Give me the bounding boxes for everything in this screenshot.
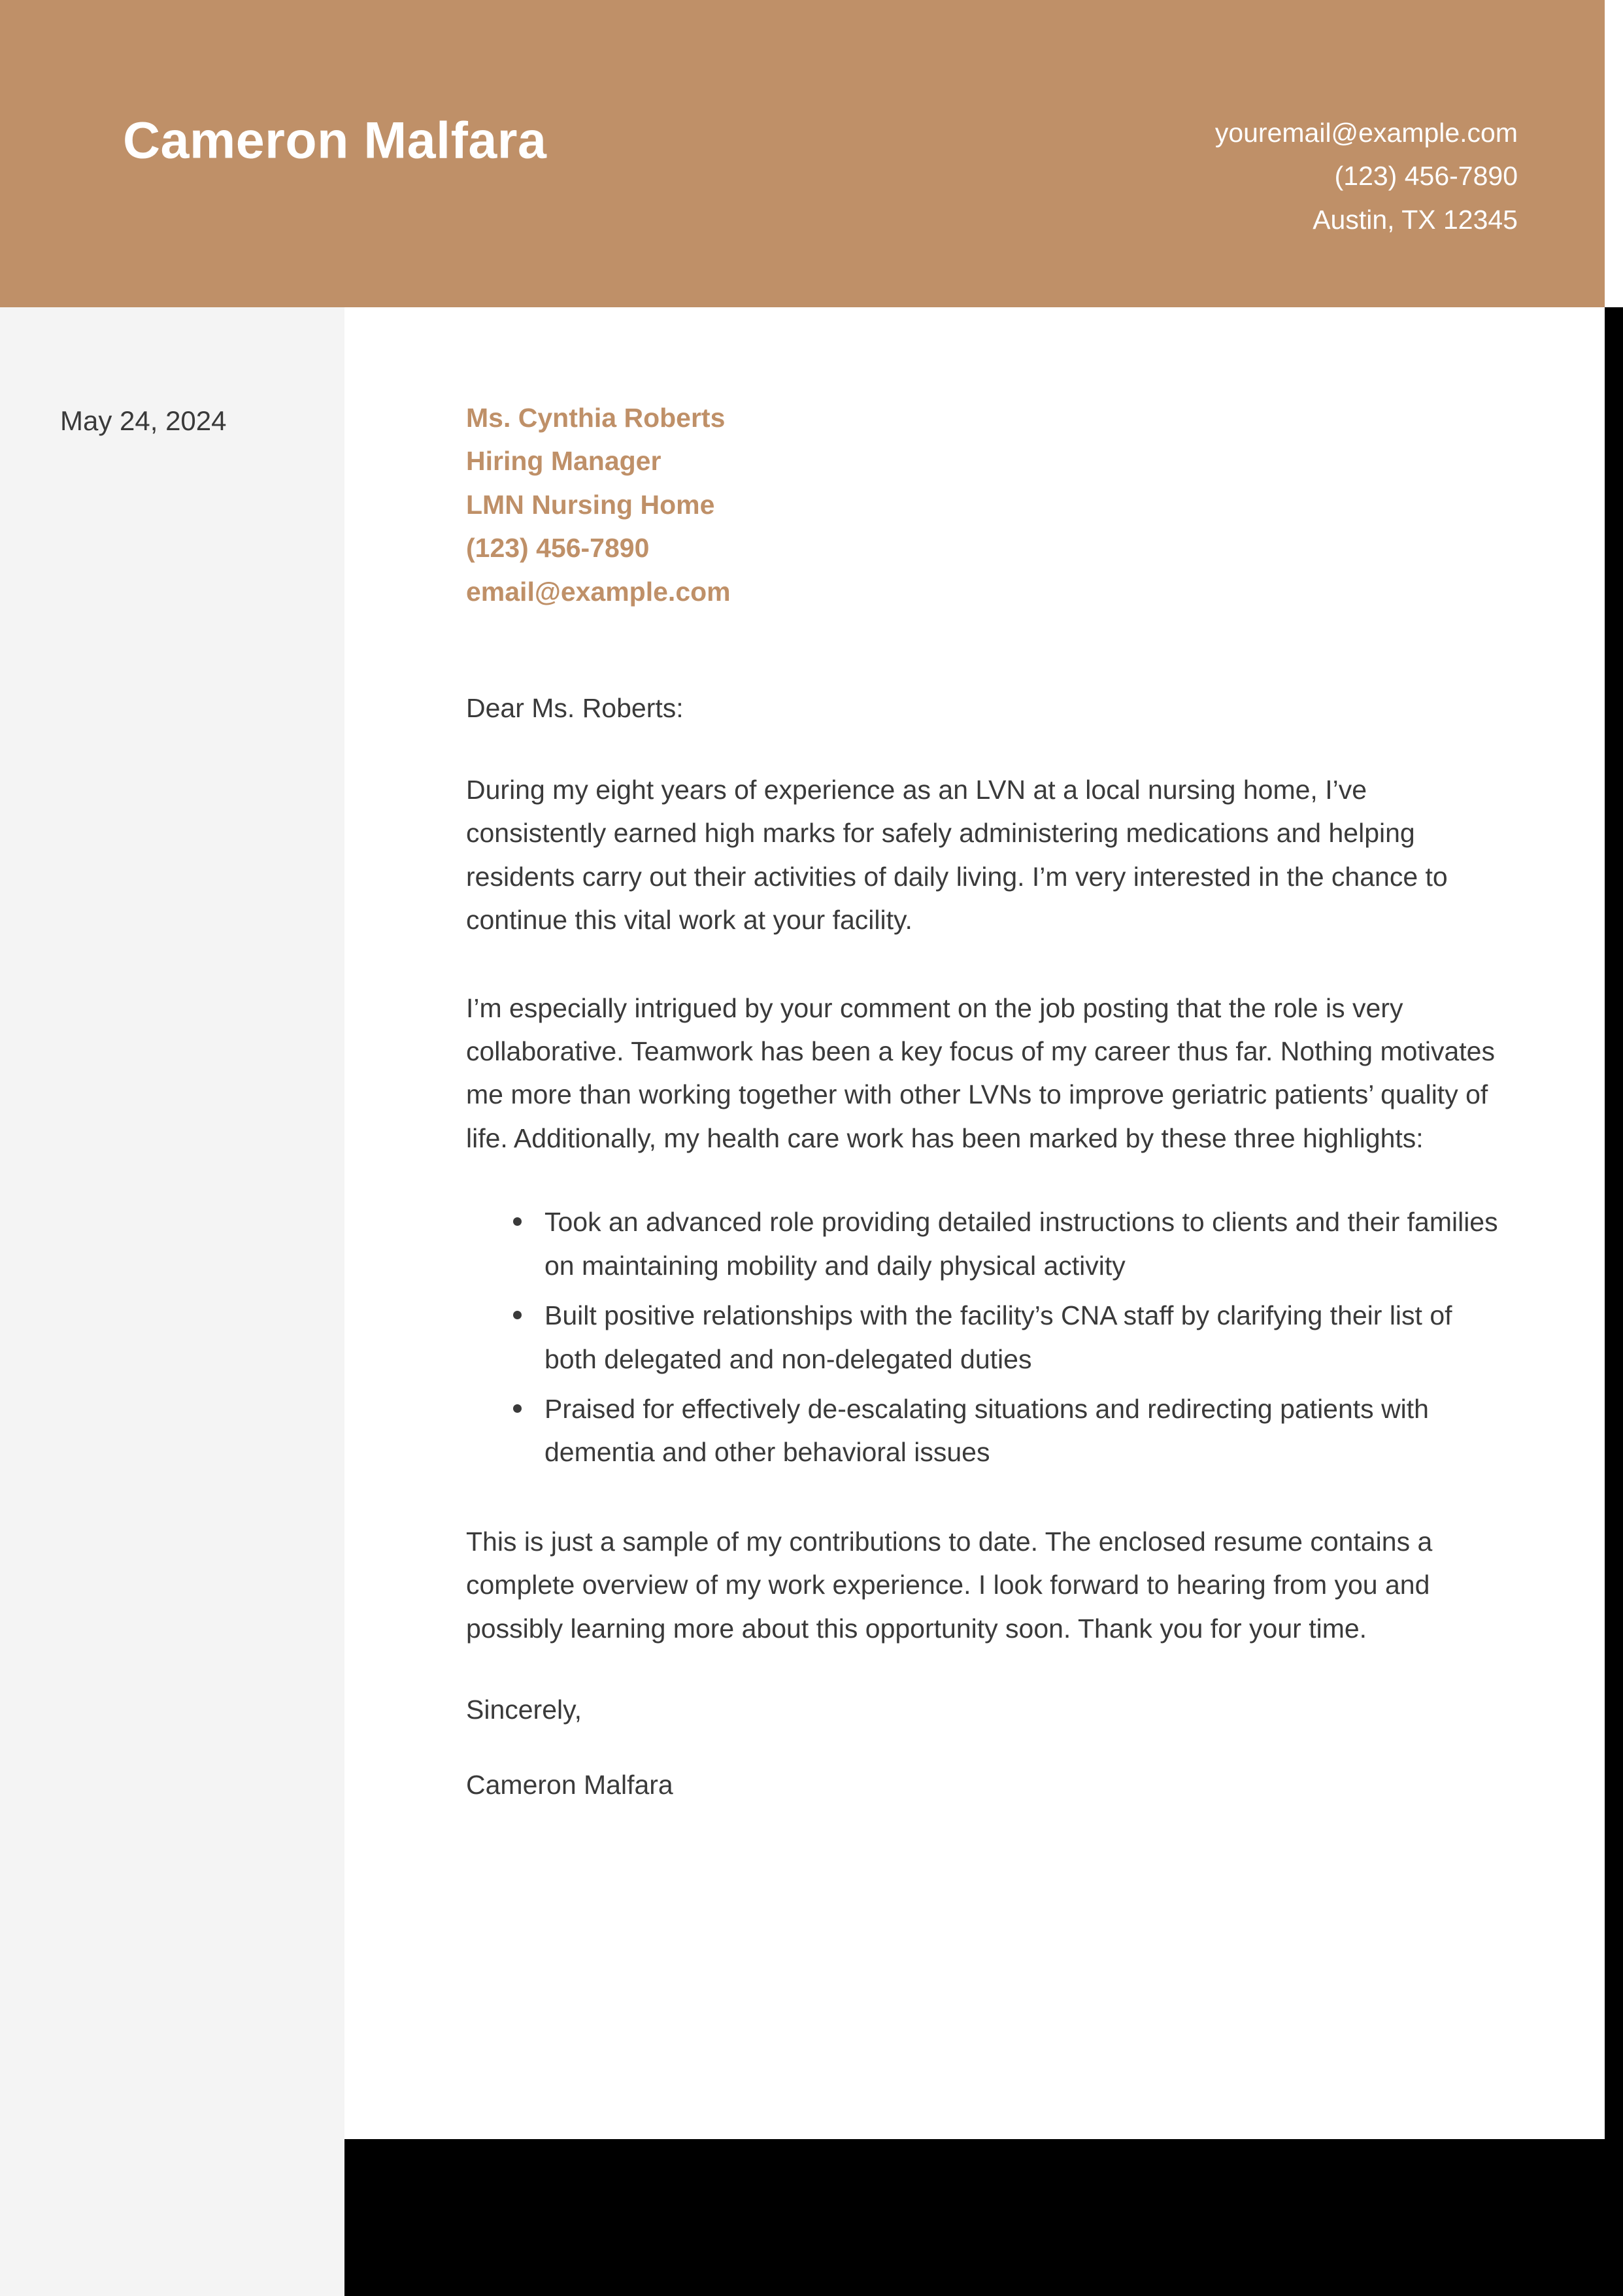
applicant-name: Cameron Malfara (123, 110, 547, 169)
signoff: Sincerely, (466, 1694, 582, 1725)
bullet-icon (513, 1311, 522, 1319)
list-item-text: Built positive relationships with the facility’s CNA staff by clarifying their list of both delegated and non-delegated duties (544, 1300, 1452, 1374)
signature-name: Cameron Malfara (466, 1769, 673, 1800)
recipient-block (466, 396, 1500, 613)
list-item (513, 1294, 1500, 1381)
recipient-name: Ms. Cynthia Roberts (466, 403, 726, 433)
applicant-location: Austin, TX 12345 (1313, 204, 1518, 235)
list-item-text: Praised for effectively de-escalating situations and redirecting patients with dementia and other behavioral issues (544, 1393, 1429, 1468)
list-item (513, 1387, 1500, 1474)
body-paragraph-2: I’m especially intrigued by your comment on the job posting that the role is very collaborative. Teamwork has been a key focus of my career thus far. Nothing motivates me more than working together with other LVNs to improve geriatric patients’ quality of life. Additionally, my health care work has been marked by these three highlights: (466, 992, 1495, 1153)
recipient-phone: (123) 456-7890 (466, 533, 650, 564)
page-right-edge (1605, 307, 1623, 2296)
applicant-contact-block (1215, 111, 1518, 241)
letter-body (344, 307, 1605, 2139)
letter-date: May 24, 2024 (60, 405, 227, 436)
bullet-icon (513, 1217, 522, 1226)
body-paragraph-3: This is just a sample of my contributions to date. The enclosed resume contains a complete overview of my work experience. I look forward to hearing from you and possibly learning more about this opportunity soon. Thank you for your time. (466, 1526, 1433, 1644)
letter-header (0, 0, 1605, 307)
list-item-text: Took an advanced role providing detailed instructions to clients and their families on maintaining mobility and daily physical activity (544, 1207, 1498, 1281)
recipient-company: LMN Nursing Home (466, 489, 715, 520)
recipient-email: email@example.com (466, 576, 731, 607)
footer-bar (344, 2139, 1623, 2296)
highlights-list (466, 1200, 1500, 1474)
body-paragraph-1: During my eight years of experience as an LVN at a local nursing home, I’ve consistently earned high marks for safely administering medications and helping residents carry out their activities of daily living. I’m very interested in the chance to continue this vital work at your facility. (466, 775, 1448, 936)
applicant-phone: (123) 456-7890 (1334, 161, 1518, 192)
sidebar (0, 307, 344, 2296)
recipient-title: Hiring Manager (466, 446, 661, 477)
bullet-icon (513, 1404, 522, 1413)
list-item (513, 1200, 1500, 1287)
applicant-email: youremail@example.com (1214, 118, 1518, 148)
salutation: Dear Ms. Roberts: (466, 693, 684, 724)
